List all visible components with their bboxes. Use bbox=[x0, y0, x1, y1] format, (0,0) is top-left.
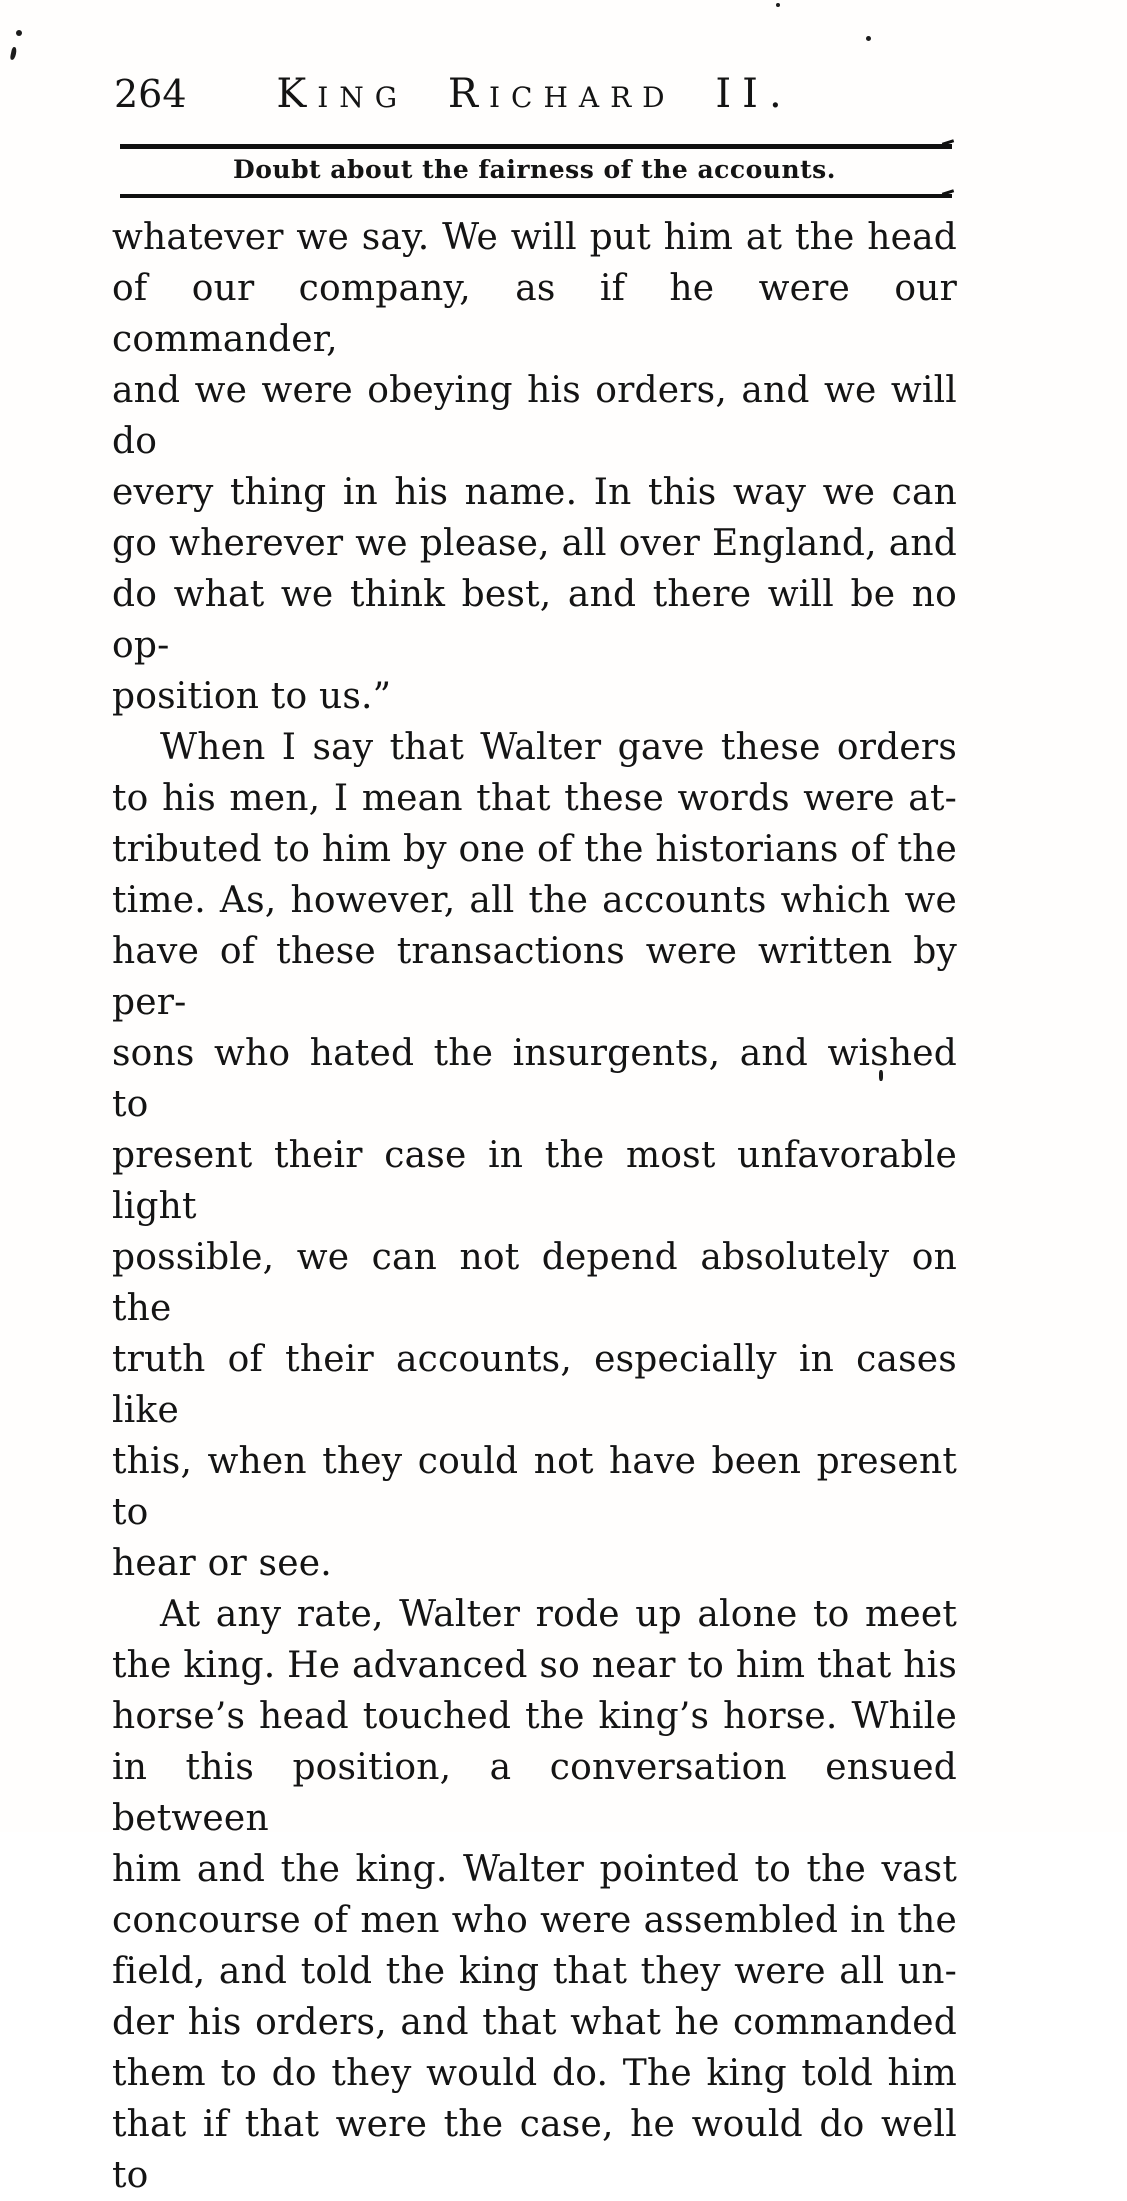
text-line: horse’s head touched the king’s horse. While bbox=[112, 1696, 957, 1737]
text-line: tributed to him by one of the historians of the bbox=[112, 829, 957, 870]
book-title: King Richard II. bbox=[276, 71, 793, 117]
text-line: to his men, I mean that these words were at- bbox=[112, 778, 957, 819]
text-line: hear or see. bbox=[112, 1543, 332, 1584]
text-line: field, and told the king that they were all un- bbox=[112, 1951, 957, 1992]
text-line: When I say that Walter gave these orders bbox=[160, 727, 957, 768]
text-line: concourse of men who were assembled in the bbox=[112, 1900, 957, 1941]
text-line: them to do they would do. The king told him bbox=[112, 2053, 957, 2094]
text-line: that if that were the case, he would do well to bbox=[112, 2104, 957, 2196]
body-text bbox=[112, 212, 957, 2201]
text-line: in this position, a conversation ensued between bbox=[112, 1747, 957, 1839]
text-line: have of these transactions were written by per- bbox=[112, 931, 957, 1023]
paragraph bbox=[112, 212, 957, 722]
text-line: time. As, however, all the accounts which we bbox=[112, 880, 957, 921]
text-line: of our company, as if he were our commander, bbox=[112, 268, 957, 360]
text-line: every thing in his name. In this way we can bbox=[112, 472, 957, 513]
text-line: and we were obeying his orders, and we will do bbox=[112, 370, 957, 462]
text-line: position to us.” bbox=[112, 676, 392, 717]
text-line: this, when they could not have been present to bbox=[112, 1441, 957, 1533]
text-line: the king. He advanced so near to him that his bbox=[112, 1645, 957, 1686]
text-line: do what we think best, and there will be no op- bbox=[112, 574, 957, 666]
paragraph bbox=[112, 722, 957, 1589]
text-line: truth of their accounts, especially in cases like bbox=[112, 1339, 957, 1431]
page-number: 264 bbox=[114, 72, 187, 116]
text-line: der his orders, and that what he commanded bbox=[112, 2002, 957, 2043]
text-line: sons who hated the insurgents, and wished to bbox=[112, 1033, 957, 1125]
text-line: possible, we can not depend absolutely on the bbox=[112, 1237, 957, 1329]
text-line: him and the king. Walter pointed to the vast bbox=[112, 1849, 957, 1890]
header-rule-bottom bbox=[120, 194, 952, 198]
text-line: present their case in the most unfavorable light bbox=[112, 1135, 957, 1227]
running-head: Doubt about the fairness of the accounts. bbox=[233, 155, 836, 184]
scan-speck bbox=[16, 30, 22, 36]
text-column bbox=[112, 0, 957, 2201]
text-line: At any rate, Walter rode up alone to meet bbox=[160, 1594, 957, 1635]
scan-speck bbox=[10, 47, 18, 61]
paragraph bbox=[112, 1589, 957, 2201]
text-line: go wherever we please, all over England, and bbox=[112, 523, 957, 564]
text-line: whatever we say. We will put him at the head bbox=[112, 217, 957, 258]
header-rule-top bbox=[120, 144, 952, 149]
page-header bbox=[112, 70, 957, 118]
